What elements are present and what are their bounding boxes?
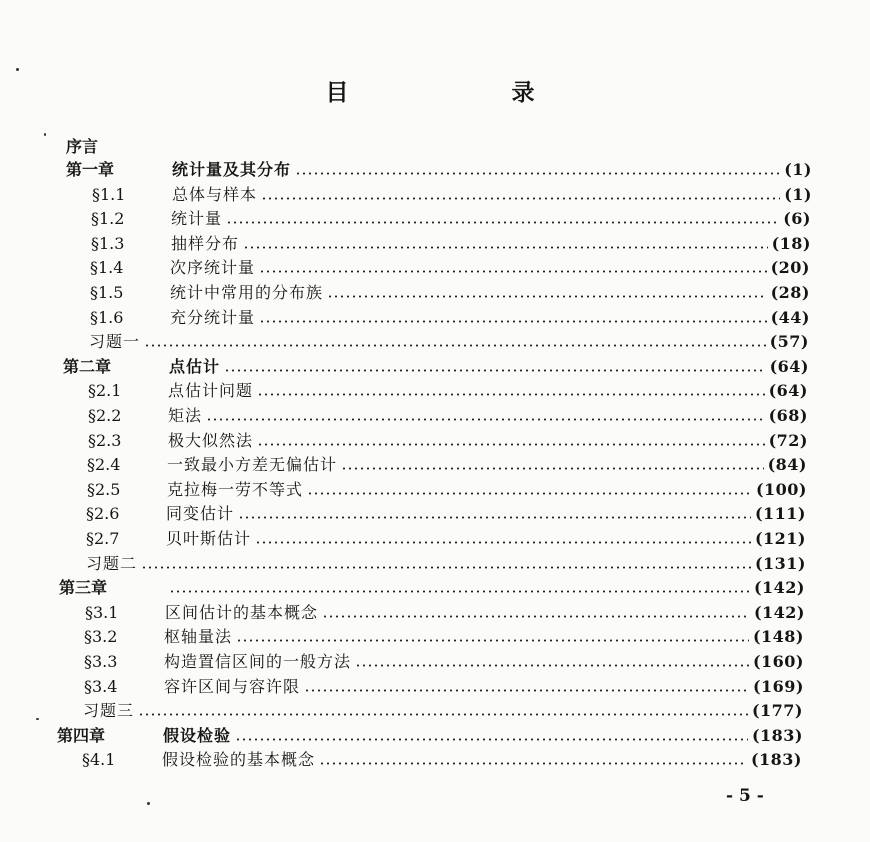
section-entry bbox=[91, 230, 811, 254]
entry-number: §4.1 bbox=[82, 750, 116, 770]
entry-title: 统计量及其分布 bbox=[172, 160, 292, 179]
scan-speck bbox=[147, 802, 150, 805]
dot-leader bbox=[238, 516, 751, 519]
dot-leader bbox=[257, 393, 765, 396]
dot-leader bbox=[327, 295, 767, 298]
entry-title: 点估计问题 bbox=[168, 381, 254, 401]
dot-leader bbox=[259, 270, 767, 273]
dot-leader bbox=[259, 320, 767, 323]
dot-leader bbox=[261, 197, 780, 200]
entry-title: 点估计 bbox=[169, 356, 221, 376]
dot-leader bbox=[236, 639, 749, 642]
entry-number: §2.4 bbox=[87, 455, 121, 475]
entry-number: §3.2 bbox=[84, 627, 118, 647]
section-entry bbox=[90, 279, 810, 303]
entry-page-number: (142) bbox=[753, 602, 805, 622]
page-number: - 5 - bbox=[726, 786, 764, 806]
section-entry bbox=[87, 476, 807, 500]
entry-title: 克拉梅一劳不等式 bbox=[167, 479, 304, 499]
entry-title: 习题二 bbox=[86, 553, 138, 573]
chapter-entry bbox=[66, 156, 812, 180]
section-entry bbox=[85, 599, 805, 623]
dot-leader bbox=[243, 246, 768, 249]
entry-number: 第四章 bbox=[57, 725, 106, 745]
dot-leader bbox=[235, 738, 748, 741]
entry-page-number: (1) bbox=[784, 184, 812, 204]
entry-page-number: (169) bbox=[752, 676, 804, 696]
entry-page-number: (131) bbox=[754, 553, 806, 573]
dot-leader bbox=[141, 566, 751, 569]
entry-page-number: (84) bbox=[767, 455, 807, 475]
entry-title: 总体与样本 bbox=[172, 184, 258, 204]
section-entry bbox=[88, 427, 808, 451]
section-entry bbox=[84, 648, 804, 672]
entry-title: 贝叶斯估计 bbox=[166, 529, 252, 548]
entry-page-number: (183) bbox=[750, 750, 802, 770]
section-entry bbox=[91, 205, 811, 229]
scan-speck bbox=[36, 718, 39, 720]
entry-number: §2.2 bbox=[88, 406, 122, 425]
entry-page-number: (100) bbox=[755, 479, 807, 499]
entry-title: 矩法 bbox=[168, 406, 203, 425]
entry-number: §1.4 bbox=[90, 258, 124, 278]
dot-leader bbox=[255, 541, 751, 544]
entry-page-number: (68) bbox=[768, 406, 808, 425]
entry-title: 构造置信区间的一般方法 bbox=[164, 652, 352, 671]
dot-leader bbox=[341, 467, 764, 470]
entry-number: §2.3 bbox=[88, 430, 122, 450]
entry-page-number: (18) bbox=[771, 233, 811, 253]
entry-page-number: (72) bbox=[768, 430, 808, 450]
dot-leader bbox=[355, 664, 749, 667]
entry-page-number: (183) bbox=[751, 725, 803, 745]
dot-leader bbox=[206, 418, 765, 421]
dot-leader bbox=[322, 615, 750, 618]
entry-page-number: (121) bbox=[754, 529, 806, 548]
entry-number: §3.4 bbox=[84, 676, 118, 696]
entry-title: 抽样分布 bbox=[171, 233, 240, 253]
entry-number: §3.3 bbox=[84, 652, 118, 671]
entry-number: §2.6 bbox=[86, 504, 120, 524]
entry-page-number: (57) bbox=[769, 332, 809, 352]
entry-number: 第一章 bbox=[66, 160, 115, 179]
entry-title: 一致最小方差无偏估计 bbox=[167, 455, 338, 475]
entry-page-number: (177) bbox=[751, 701, 803, 721]
chapter-entry bbox=[59, 574, 805, 598]
entry-number: §2.1 bbox=[88, 381, 122, 401]
entry-page-number: (44) bbox=[770, 307, 810, 327]
section-entry bbox=[92, 181, 812, 205]
entry-page-number: (111) bbox=[754, 504, 806, 524]
dot-leader bbox=[144, 344, 766, 347]
entry-page-number: (20) bbox=[770, 258, 810, 278]
entry-title: 统计中常用的分布族 bbox=[170, 283, 324, 302]
section-entry bbox=[88, 377, 808, 401]
entry-number: §2.7 bbox=[86, 529, 120, 548]
entry-number: §1.3 bbox=[91, 233, 125, 253]
entry-page-number: (64) bbox=[768, 381, 808, 401]
entry-number: §1.2 bbox=[91, 209, 125, 229]
dot-leader bbox=[224, 369, 766, 372]
entry-page-number: (160) bbox=[752, 652, 804, 671]
entry-title: 极大似然法 bbox=[168, 430, 254, 450]
entry-page-number: (6) bbox=[783, 209, 811, 229]
section-entry bbox=[86, 525, 806, 549]
entry-title: 习题三 bbox=[83, 701, 135, 721]
entry-page-number: (64) bbox=[769, 356, 809, 376]
exercise-entry bbox=[86, 550, 806, 574]
dot-leader bbox=[226, 221, 779, 224]
entry-title: 同变估计 bbox=[166, 504, 235, 524]
entry-title: 容许区间与容许限 bbox=[164, 676, 301, 696]
scan-speck bbox=[44, 133, 46, 136]
page-title: 目 录 bbox=[325, 79, 605, 106]
entry-page-number: (142) bbox=[753, 578, 805, 598]
section-entry bbox=[88, 402, 808, 426]
entry-page-number: (28) bbox=[770, 283, 810, 302]
entry-page-number: (1) bbox=[784, 160, 812, 179]
entry-number: §1.5 bbox=[90, 283, 124, 302]
section-entry bbox=[90, 304, 810, 328]
entry-title: 假设检验的基本概念 bbox=[162, 750, 316, 770]
preface-entry bbox=[66, 133, 98, 157]
section-entry bbox=[90, 254, 810, 278]
exercise-entry bbox=[89, 328, 809, 352]
entry-title: 区间估计的基本概念 bbox=[165, 602, 319, 622]
section-entry bbox=[87, 451, 807, 475]
entry-number: 第三章 bbox=[59, 578, 108, 598]
dot-leader bbox=[304, 689, 749, 692]
entry-number: §1.6 bbox=[90, 307, 124, 327]
dot-leader bbox=[169, 590, 750, 593]
section-entry bbox=[84, 623, 804, 647]
section-entry bbox=[82, 746, 802, 770]
entry-title: 次序统计量 bbox=[170, 258, 256, 278]
entry-title: 枢轴量法 bbox=[164, 627, 233, 647]
entry-page-number: (148) bbox=[752, 627, 804, 647]
entry-title: 统计量 bbox=[171, 209, 223, 229]
entry-title: 习题一 bbox=[89, 332, 141, 352]
chapter-entry bbox=[63, 353, 809, 377]
section-entry bbox=[86, 500, 806, 524]
entry-number: §3.1 bbox=[85, 602, 119, 622]
dot-leader bbox=[295, 172, 780, 175]
entry-number: §2.5 bbox=[87, 479, 121, 499]
dot-leader bbox=[257, 443, 765, 446]
entry-title: 假设检验 bbox=[163, 725, 232, 745]
dot-leader bbox=[307, 492, 752, 495]
entry-title: 充分统计量 bbox=[170, 307, 256, 327]
entry-number: §1.1 bbox=[92, 184, 126, 204]
chapter-entry bbox=[57, 722, 803, 746]
scan-speck bbox=[16, 68, 19, 71]
section-entry bbox=[84, 673, 804, 697]
dot-leader bbox=[138, 713, 748, 716]
dot-leader bbox=[319, 762, 747, 765]
exercise-entry bbox=[83, 697, 803, 721]
preface-label: 序言 bbox=[66, 137, 99, 156]
entry-number: 第二章 bbox=[63, 356, 112, 376]
